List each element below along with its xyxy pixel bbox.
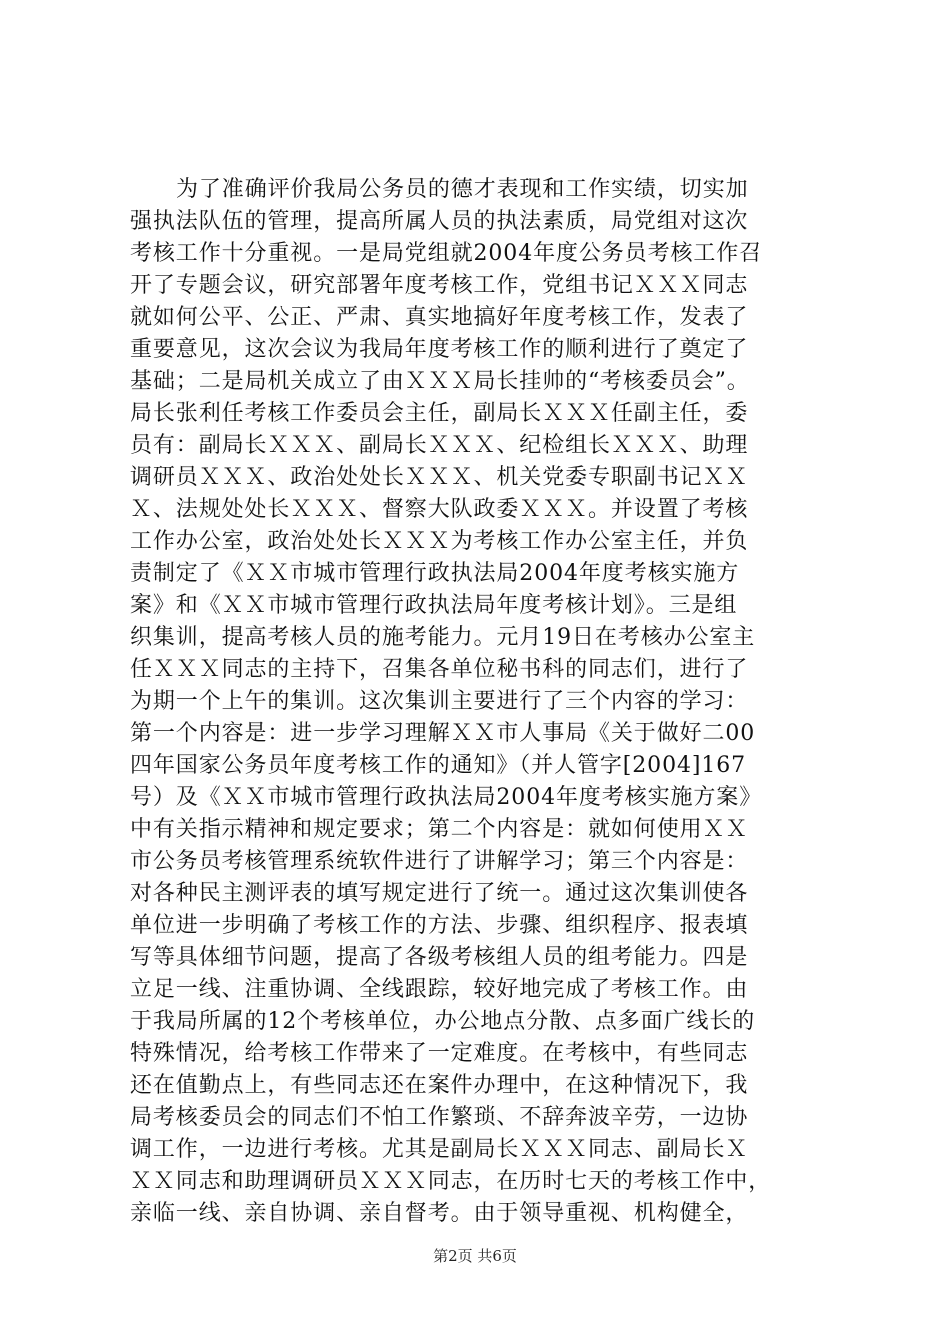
text-line: 就如何公平、公正、严肃、真实地搞好年度考核工作，发表了 (130, 305, 749, 330)
text-line: 织集训，提高考核人员的施考能力。元月19日在考核办公室主 (130, 625, 756, 650)
text-line: 于我局所属的12个考核单位，办公地点分散、点多面广线长的 (130, 1009, 756, 1034)
text-line: 市公务员考核管理系统软件进行了讲解学习；第三个内容是： (130, 849, 749, 874)
text-line: 立足一线、注重协调、全线跟踪，较好地完成了考核工作。由 (130, 977, 749, 1002)
text-line: 中有关指示精神和规定要求；第二个内容是：就如何使用ＸＸ (130, 817, 749, 842)
text-line: 基础；二是局机关成立了由ＸＸＸ局长挂帅的“考核委员会”。 (130, 369, 750, 394)
text-line: 四年国家公务员年度考核工作的通知》（并人管字[2004]167 (130, 753, 747, 778)
text-line: 为了准确评价我局公务员的德才表现和工作实绩，切实加 (176, 177, 749, 202)
text-line: 调工作，一边进行考核。尤其是副局长ＸＸＸ同志、副局长Ｘ (130, 1137, 749, 1162)
text-line: 还在值勤点上，有些同志还在案件办理中，在这种情况下，我 (130, 1073, 749, 1098)
text-line: ＸＸ同志和助理调研员ＸＸＸ同志，在历时七天的考核工作中， (130, 1169, 772, 1194)
text-line: 号）及《ＸＸ市城市管理行政执法局2004年度考核实施方案》 (130, 785, 763, 810)
text-line: 亲临一线、亲自协调、亲自督考。由于领导重视、机构健全， (130, 1201, 749, 1226)
text-line: 工作办公室，政治处处长ＸＸＸ为考核工作办公室主任，并负 (130, 529, 749, 554)
text-line: 任ＸＸＸ同志的主持下，召集各单位秘书科的同志们，进行了 (130, 657, 749, 682)
text-line: 责制定了《ＸＸ市城市管理行政执法局2004年度考核实施方 (130, 561, 740, 586)
text-line: 开了专题会议，研究部署年度考核工作，党组书记ＸＸＸ同志 (130, 273, 749, 298)
text-line: 第一个内容是：进一步学习理解ＸＸ市人事局《关于做好二00 (130, 721, 756, 746)
text-line: 强执法队伍的管理，提高所属人员的执法素质，局党组对这次 (130, 209, 749, 234)
body-paragraph (130, 174, 830, 1230)
text-line: 单位进一步明确了考核工作的方法、步骤、组织程序、报表填 (130, 913, 749, 938)
text-line: 重要意见，这次会议为我局年度考核工作的顺利进行了奠定了 (130, 337, 749, 362)
text-line: 局长张利任考核工作委员会主任，副局长ＸＸＸ任副主任，委 (130, 401, 749, 426)
text-line: 特殊情况，给考核工作带来了一定难度。在考核中，有些同志 (130, 1041, 749, 1066)
text-line: 写等具体细节问题，提高了各级考核组人员的组考能力。四是 (130, 945, 749, 970)
text-line: Ｘ、法规处处长ＸＸＸ、督察大队政委ＸＸＸ。并设置了考核 (130, 497, 749, 522)
text-line: 案》和《ＸＸ市城市管理行政执法局年度考核计划》。三是组 (130, 593, 738, 618)
text-line: 调研员ＸＸＸ、政治处处长ＸＸＸ、机关党委专职副书记ＸＸ (130, 465, 749, 490)
text-line: 员有：副局长ＸＸＸ、副局长ＸＸＸ、纪检组长ＸＸＸ、助理 (130, 433, 749, 458)
text-line: 对各种民主测评表的填写规定进行了统一。通过这次集训使各 (130, 881, 749, 906)
text-line: 考核工作十分重视。一是局党组就2004年度公务员考核工作召 (130, 241, 763, 266)
text-line: 局考核委员会的同志们不怕工作繁琐、不辞奔波辛劳，一边协 (130, 1105, 749, 1130)
page-number-footer: 第2页 共6页 (433, 1247, 517, 1265)
text-line: 为期一个上午的集训。这次集训主要进行了三个内容的学习： (130, 689, 749, 714)
